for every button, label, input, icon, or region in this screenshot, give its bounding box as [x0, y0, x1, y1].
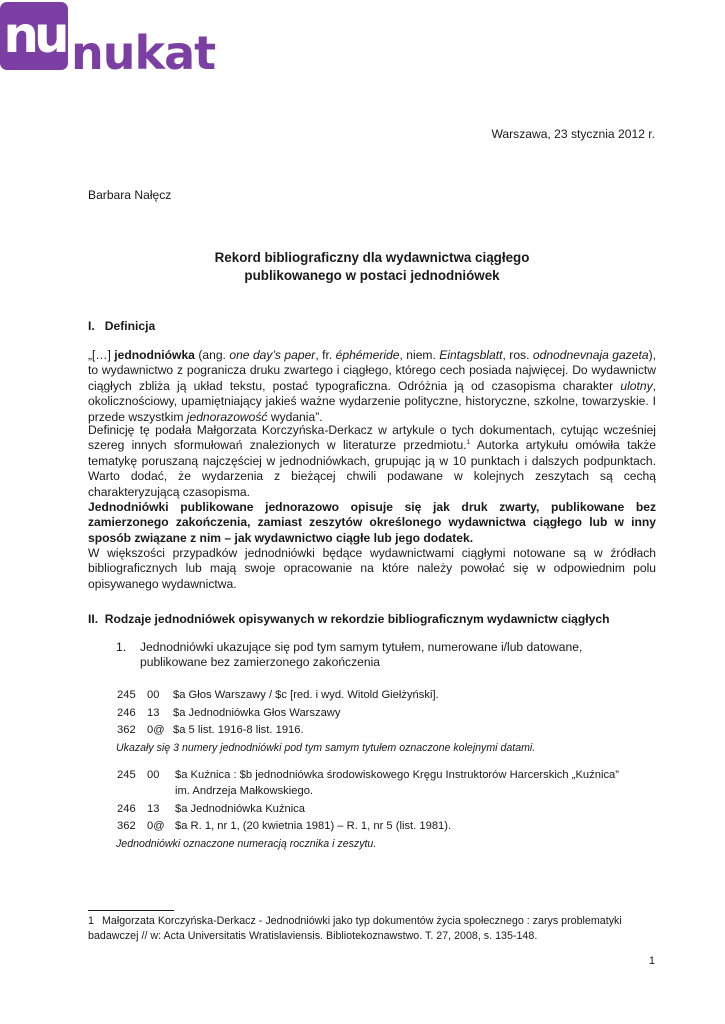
- section-1-heading: I. Definicja: [88, 319, 156, 333]
- document-title: [88, 249, 656, 285]
- paragraph-sources: W większości przypadków jednodniówki będące wydawnictwami ciągłymi notowane są w źródłach bibliograficznych lub mają swoje opracowanie na które należy powołać się w odpowiednim polu opisywanego wydawnictwa.: [88, 546, 656, 591]
- author: Barbara Nałęcz: [88, 188, 172, 202]
- example-note: Ukazały się 3 numery jednodniówki pod tym samym tytułem oznaczone kolejnymi datami.: [116, 741, 536, 754]
- footnote-text-line-2: badawczej // w: Acta Universitatis Wratislaviensis. Bibliotekoznawstwo. T. 27, 2008, s. 135-148.: [88, 930, 538, 942]
- marc-field: 362 0@ $a 5 list. 1916-8 list. 1916.: [117, 724, 304, 736]
- marc-field: 362 0@ $a R. 1, nr 1, (20 kwietnia 1981) – R. 1, nr 5 (list. 1981).: [117, 820, 452, 832]
- date-line: Warszawa, 23 stycznia 2012 r.: [491, 127, 655, 141]
- paragraph-definition-source: Definicję tę podała Małgorzata Korczyńska-Derkacz w artykule o tych dokumentach, cytując wcześniej szereg innych sformułowań znalezionych w literaturze przedmiotu.$^1$ Autorka artykułu omówiła także tematykę poruszaną najczęściej w jednodniówkach, grupując ją w 10 punktach i dalszych podpunktach. Warto dodać, że wydarzenia z bieżącej chwili podawane w kolejnych zeszytach są cechą charakteryzującą czasopisma.: [88, 423, 656, 499]
- list-item-line-2: publikowane bez zamierzonego zakończenia: [140, 655, 381, 670]
- marc-field: 246 13 $a Jednodniówka Głos Warszawy: [117, 706, 341, 719]
- marc-field: 246 13 $a Jednodniówka Kuźnica: [117, 802, 305, 815]
- footnote-ref: 1: [466, 439, 471, 447]
- nukat-logo: [0, 0, 218, 74]
- title-line-1: Rekord bibliograficzny dla wydawnictwa ciągłego: [214, 250, 530, 265]
- marc-field-continuation: im. Andrzeja Małkowskiego.: [175, 785, 314, 797]
- section-2-heading: II. Rodzaje jednodniówek opisywanych w rekordzie bibliograficznym wydawnictw ciągłych: [88, 612, 610, 626]
- page-number: 1: [648, 955, 655, 967]
- marc-example-2: [117, 767, 619, 853]
- list-item-1: [116, 640, 582, 671]
- list-item-line-1: Jednodniówki ukazujące się pod tym samym tytułem, numerowane i/lub datowane,: [140, 640, 583, 654]
- list-item-number: 1.: [116, 640, 127, 654]
- marc-field: 245 00 $a Głos Warszawy / $c [red. i wyd. Witold Giełżyński].: [117, 689, 439, 701]
- footnote-separator: [88, 910, 174, 911]
- paragraph-rule: Jednodniówki publikowane jednorazowo opisuje się jak druk zwarty, publikowane bez zamierzonego zakończenia, zamiast zeszytów określonego wydawnictwa ciągłego lub w inny sposób związane z nim – jak wydawnictwo ciągłe lub jego dodatek.: [88, 500, 656, 545]
- footnote-text-line-1: Małgorzata Korczyńska-Derkacz - Jednodniówki jako typ dokumentów życia społecznego : zarys problematyki: [102, 915, 622, 927]
- example-note: Jednodniówki oznaczone numeracją rocznika i zeszytu.: [116, 837, 377, 850]
- logo-wordmark: nukat: [71, 26, 216, 74]
- marc-field: 245 00 $a Kuźnica : $b jednodniówka środowiskowego Kręgu Instruktorów Harcerskich „Kuźnica”: [117, 769, 619, 781]
- title-line-2: publikowanego w postaci jednodniówek: [244, 268, 500, 283]
- footnote-number: 1: [88, 915, 94, 927]
- logo-mark-text: nu: [3, 6, 65, 64]
- footnote: [88, 914, 656, 944]
- marc-example-1: [117, 687, 535, 757]
- definition-quote: „[…] jednodniówka (ang. one day’s paper, fr. éphémeride, niem. Eintagsblatt, ros. odnodnevnaja gazeta), to wydawnictwo z pogranicza druku zwartego i ciągłego, którego cech posiada najwięcej. Do wydawnictw ciągłych zbliża ją układ tekstu, postać typograficzna. Odróżnia ją od czasopisma charakter ulotny, okolicznościowy, upamiętniający jakieś ważne wydarzenie polityczne, historyczne, szkolne, towarzyskie. I przede wszystkim jednorazowość wydania”.: [88, 348, 656, 424]
